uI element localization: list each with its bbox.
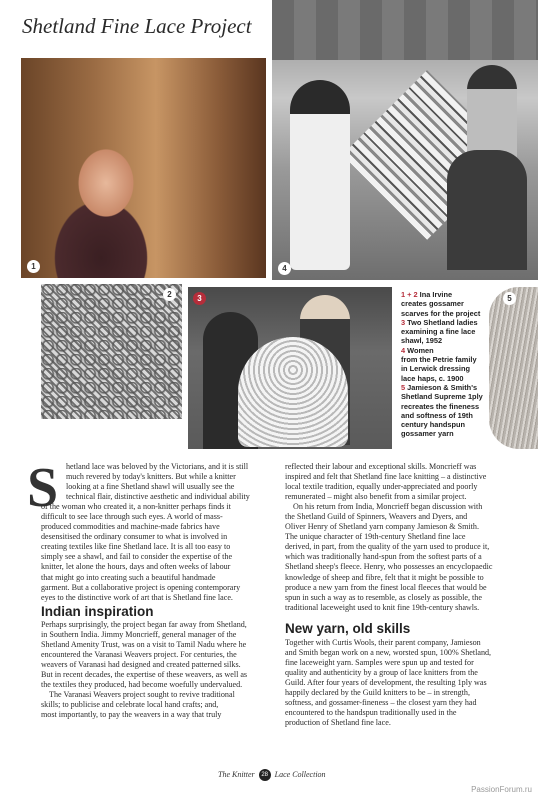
text-line: which was traditionally hand-spun from the softest parts of a — [285, 552, 482, 562]
text-line: knitter, let alone the hours, days and often weeks of labour — [41, 562, 231, 572]
text-line: produced commodities and machine-made fabrics have — [41, 522, 220, 532]
caption-line — [401, 420, 486, 429]
text-line: much revered by today's knitters. But while a knitter — [66, 472, 236, 482]
article-column-2-lower — [285, 638, 513, 728]
text-line: derived, in part, from the quality of the yarn used to produce it, — [285, 542, 490, 552]
caption-text: examining a fine lace — [401, 327, 476, 337]
caption-line — [401, 327, 486, 336]
photo-number-badge: 2 — [163, 288, 176, 301]
text-line: remunerated – might also benefit from a similar project. — [285, 492, 467, 502]
text-line: garment. But a collaborative project is opening contemporary — [41, 582, 241, 592]
text-line: local textile tradition, equally under-appreciated and poorly — [285, 482, 478, 492]
text-line: But in recent decades, the expertise of these weavers, as well as — [41, 670, 248, 680]
caption-text: Two Shetland ladies — [407, 317, 478, 327]
india-paragraph-2 — [41, 690, 275, 720]
text-line: that might go into creating such a beautiful handmade — [41, 572, 216, 582]
intro-paragraph — [41, 462, 275, 603]
caption-number-badge: 4 — [401, 345, 406, 355]
stone-wall — [272, 0, 538, 60]
text-line: Together with Curtis Wools, their parent company, Jamieson — [285, 638, 481, 647]
text-line: difficult to see lace through such eyes. A world of mass- — [41, 512, 223, 522]
photo-number-badge: 1 — [27, 260, 40, 273]
text-line: the textiles they produced, had become woefully undervalued. — [41, 680, 243, 690]
photo-supreme-yarn — [489, 287, 538, 449]
text-line: Shetland sheep's fleece. Henry, who possesses an encyclopaedic — [285, 562, 493, 572]
text-line: reflected their labour and exceptional skills. Moncrieff was — [285, 462, 477, 471]
woman-figure — [447, 150, 527, 270]
caption-text: century handspun — [401, 420, 466, 430]
caption-line — [401, 336, 486, 345]
caption-line — [401, 411, 486, 420]
text-line: in Southern India. Jimmy Moncrieff, general manager of the — [41, 630, 237, 640]
text-line: traditional laceweight used to knit fine 19th-century shawls. — [285, 602, 480, 612]
yarn-paragraph — [285, 638, 513, 728]
caption-line — [401, 392, 486, 401]
text-line: produce a new yarn from the finest local fleeces that would be — [285, 582, 487, 592]
text-line: technical flair, distinctive aesthetic and individual ability — [66, 492, 250, 502]
text-line: Shetland Amenity Trust, was on a visit to Tamil Nadu where he — [41, 640, 247, 650]
caption-line — [401, 429, 486, 438]
india-paragraph-1 — [41, 620, 275, 690]
photo-number-badge: 5 — [503, 292, 516, 305]
text-line: simply see a shawl, and fail to consider the expertise of the — [41, 552, 233, 562]
section-name: Lace Collection — [274, 769, 326, 779]
photo-number-badge: 3 — [193, 292, 206, 305]
photo-captions — [401, 290, 486, 439]
caption-text: recreates the fineness — [401, 401, 480, 411]
caption-line — [401, 318, 486, 327]
caption-number-badge: 1 + 2 — [401, 290, 418, 299]
text-line: happily declared by the Guild knitters to be – in strength, — [285, 688, 470, 698]
caption-text: Jamieson & Smith's — [407, 382, 478, 392]
page-title: Shetland Fine Lace Project — [22, 14, 252, 38]
text-line: Guild. After four years of development, the resulting 1ply was — [285, 678, 487, 688]
text-line: knowledge of sheep and fibre, felt that it might be possible to — [285, 572, 484, 582]
text-line: The unique character of 19th-century Shetland fine lace — [285, 532, 466, 542]
text-line: On his return from India, Moncrieff began discussion with — [293, 502, 483, 512]
text-line: production of Shetland fine lace. — [285, 718, 391, 728]
drop-cap: S — [27, 457, 59, 519]
caption-text: in Lerwick dressing — [401, 364, 471, 374]
text-line: and Smith began work on a new, worsted spun, 100% Shetland, — [285, 648, 492, 658]
text-line: Perhaps surprisingly, the project began far away from Shetland, — [41, 620, 247, 629]
text-line: encountered the Varanasi Weavers project. For centuries, the — [41, 650, 237, 660]
caption-number-badge: 5 — [401, 382, 406, 392]
heading-new-yarn-old-skills: New yarn, old skills — [285, 621, 411, 636]
photo-number-badge: 4 — [278, 262, 291, 275]
photo-ina-irvine-knitting — [21, 58, 266, 278]
caption-line — [401, 309, 486, 318]
text-line: softness, and gossamer-fineness – the closest yarn they had — [285, 698, 477, 708]
text-line: weavers of Varanasi had designed and created patterned silks. — [41, 660, 241, 670]
text-line: inspired and felt that Shetland fine lace knitting – a distinctive — [285, 472, 487, 482]
page-footer — [218, 769, 326, 781]
caption-line — [401, 346, 486, 355]
text-line: the Shetland Guild of Spinners, Weavers and Dyers, and — [285, 512, 468, 522]
text-line: desensitised the ordinary consumer to what is involved in — [41, 532, 228, 542]
photo-ladies-examining-shawl — [188, 287, 392, 449]
watermark: PassionForum.ru — [471, 785, 532, 794]
caption-text: creates gossamer — [401, 299, 464, 309]
text-line: looking at a fine Shetland shawl will usually see the — [66, 482, 235, 492]
text-line: hetland lace was beloved by the Victorians, and it is still — [66, 462, 249, 471]
text-line: most importantly, to pay the weavers in a way that truly — [41, 710, 222, 720]
caption-text: scarves for the project — [401, 308, 481, 318]
woman-figure — [290, 80, 350, 270]
page-number: 28 — [259, 769, 271, 781]
text-line: fine laceweight yarn. Samples were spun up and tested for — [285, 658, 474, 668]
caption-text: Ina Irvine — [419, 290, 453, 299]
text-line: spun in such a way as to resemble, as closely as possible, the — [285, 592, 482, 602]
caption-line — [401, 364, 486, 373]
caption-text: shawl, 1952 — [401, 336, 443, 346]
text-line: of the woman who created it, a non-knitter perhaps finds it — [41, 502, 231, 512]
fine-lace-shawl — [238, 337, 348, 447]
photo-lace-closeup — [41, 284, 182, 419]
caption-text: gossamer yarn — [401, 429, 454, 439]
caption-text: and softness of 19th — [401, 410, 473, 420]
caption-text: lace haps, c. 1900 — [401, 373, 464, 383]
caption-text: from the Petrie family — [401, 355, 477, 365]
text-line: quality and authenticity by a group of lace knitters from the — [285, 668, 478, 678]
magazine-name: The Knitter — [218, 769, 255, 779]
text-line: Oliver Henry of Shetland yarn company Jamieson & Smith. — [285, 522, 479, 532]
henry-paragraph — [285, 502, 513, 613]
article-column-1-lower — [41, 620, 275, 720]
caption-text: Women — [407, 345, 434, 355]
caption-line — [401, 299, 486, 308]
caption-line — [401, 402, 486, 411]
caption-line — [401, 374, 486, 383]
article-column-2 — [285, 462, 513, 613]
text-line: creating textiles like fine Shetland lace. It is all too easy to — [41, 542, 231, 552]
text-line: eyes to the distinctive work of art that is Shetland fine lace. — [41, 592, 233, 602]
text-line: The Varanasi Weavers project sought to revive traditional — [49, 690, 235, 700]
caption-line — [401, 290, 486, 299]
text-line: encountered to the handspun traditionally used in the — [285, 708, 457, 718]
photo-petrie-family-lace-haps — [272, 0, 538, 280]
moncrieff-paragraph — [285, 462, 513, 502]
caption-line — [401, 355, 486, 364]
heading-indian-inspiration: Indian inspiration — [41, 604, 154, 619]
caption-text: Shetland Supreme 1ply — [401, 392, 483, 402]
article-column-1 — [41, 462, 275, 603]
caption-number-badge: 3 — [401, 317, 406, 327]
text-line: skills; to publicise and celebrate local hand crafts; and, — [41, 700, 219, 710]
caption-line — [401, 383, 486, 392]
